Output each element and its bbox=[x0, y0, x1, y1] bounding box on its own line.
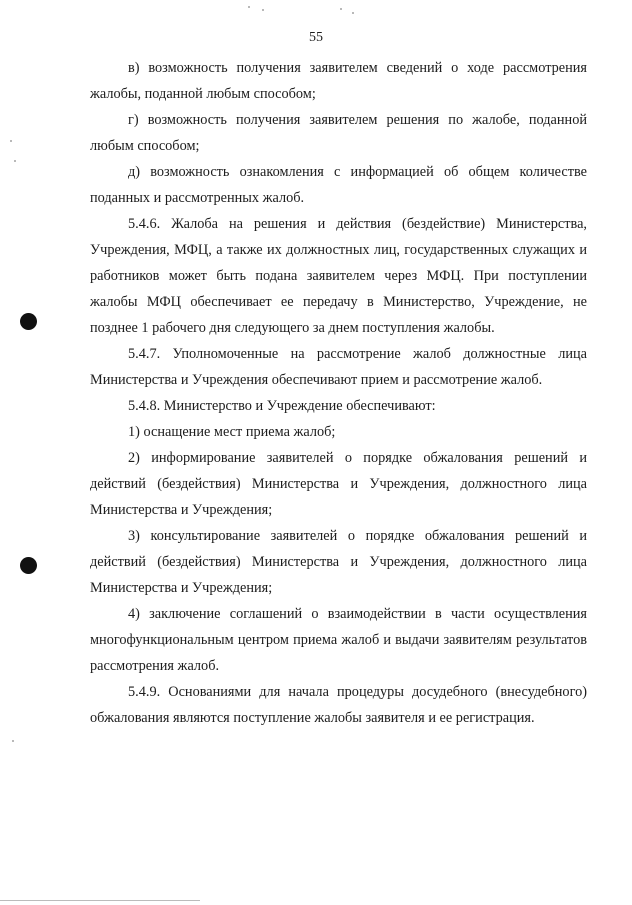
paragraph-item-3: 3) консультирование заявителей о порядке обжалования решений и действий (бездействия) Министерства и Учреждения, должностного лица Министерства и Учреждения; bbox=[90, 528, 587, 596]
scan-speck bbox=[352, 12, 354, 14]
paragraph-item-2: 2) информирование заявителей о порядке обжалования решений и действий (бездействия) Министерства и Учреждения, должностного лица Министерства и Учреждения; bbox=[90, 450, 587, 518]
paragraph-item-v: в) возможность получения заявителем сведений о ходе рассмотрения жалобы, поданной любым способом; bbox=[90, 60, 587, 102]
page-number: 55 bbox=[309, 30, 323, 45]
paragraph-item-g: г) возможность получения заявителем решения по жалобе, поданной любым способом; bbox=[90, 112, 587, 154]
scan-speck bbox=[262, 9, 264, 11]
scan-speck bbox=[248, 6, 250, 8]
paragraph-item-4: 4) заключение соглашений о взаимодействии в части осуществления многофункциональным центром приема жалоб и выдачи заявителям результатов рассмотрения жалоб. bbox=[90, 606, 587, 674]
scan-speck bbox=[10, 140, 12, 142]
scan-speck bbox=[340, 8, 342, 10]
binder-hole-top bbox=[20, 313, 37, 330]
scan-speck bbox=[12, 740, 14, 742]
paragraph-5-4-8: 5.4.8. Министерство и Учреждение обеспечивают: bbox=[128, 398, 436, 414]
scan-speck bbox=[14, 160, 16, 162]
document-body bbox=[90, 55, 587, 731]
paragraph-5-4-6: 5.4.6. Жалоба на решения и действия (бездействие) Министерства, Учреждения, МФЦ, а также их должностных лиц, государственных служащих и работников может быть подана заявителем через МФЦ. При поступлении жалобы МФЦ обеспечивает ее передачу в Министерство, Учреждение, не позднее 1 рабочего дня следующего за днем поступления жалобы. bbox=[90, 216, 587, 336]
scan-edge bbox=[0, 900, 200, 901]
paragraph-5-4-9: 5.4.9. Основаниями для начала процедуры досудебного (внесудебного) обжалования являются поступление жалобы заявителя и ее регистрация. bbox=[90, 684, 587, 726]
binder-hole-bottom bbox=[20, 557, 37, 574]
paragraph-item-d: д) возможность ознакомления с информацией об общем количестве поданных и рассмотренных жалоб. bbox=[90, 164, 587, 206]
paragraph-item-1: 1) оснащение мест приема жалоб; bbox=[128, 424, 336, 440]
paragraph-5-4-7: 5.4.7. Уполномоченные на рассмотрение жалоб должностные лица Министерства и Учреждения обеспечивают прием и рассмотрение жалоб. bbox=[90, 346, 587, 388]
